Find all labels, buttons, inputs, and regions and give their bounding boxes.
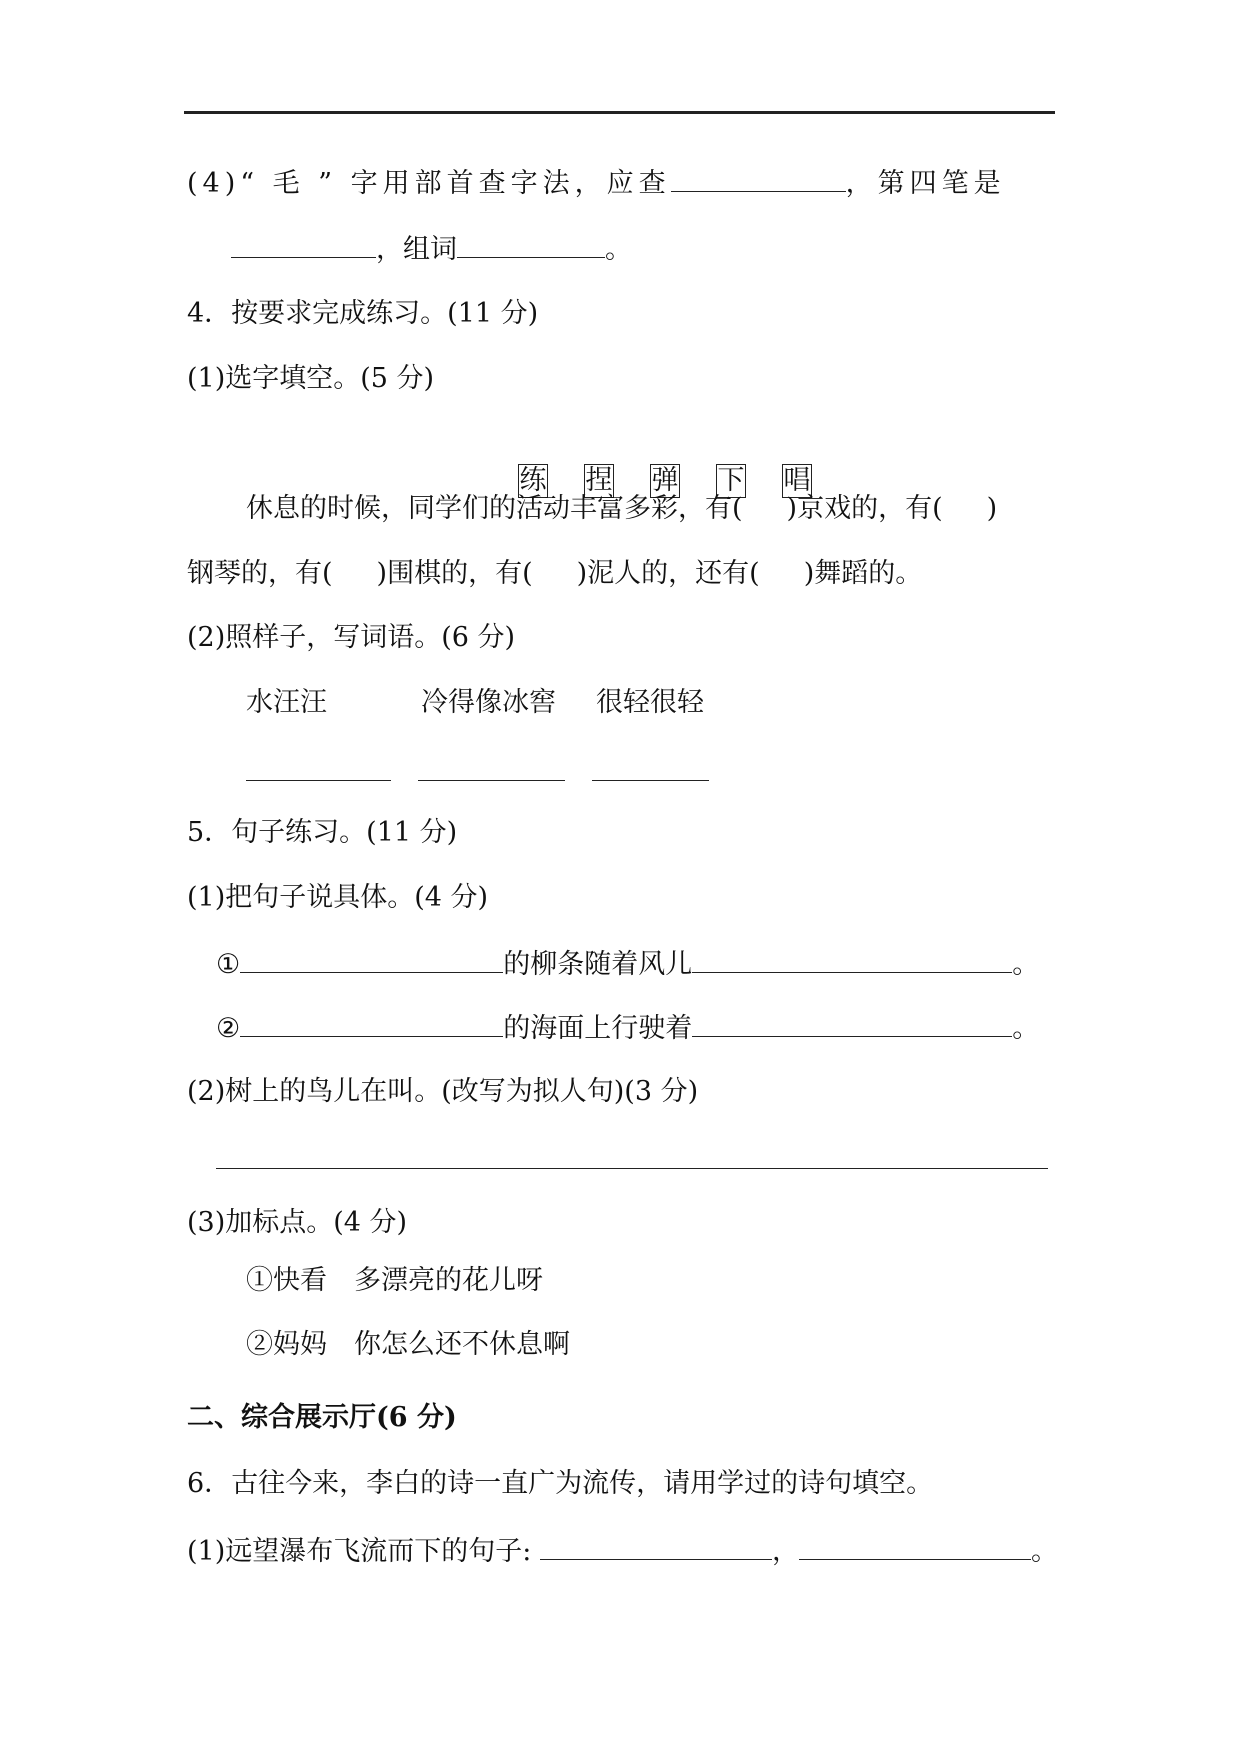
answer-blank[interactable]: [246, 754, 391, 781]
text: )舞蹈的。: [803, 558, 923, 589]
q3-4-line2: [231, 231, 632, 267]
q5-row1: [216, 946, 1039, 982]
answer-blank[interactable]: [457, 231, 605, 258]
text: )京戏的，有(: [786, 493, 943, 524]
answer-blank[interactable]: [231, 231, 376, 258]
q5-row2: [216, 1010, 1039, 1046]
q3-4-line1: [187, 165, 1006, 201]
fill-sentence-1: [246, 492, 997, 526]
q6-title: 6．古往今来，李白的诗一直广为流传，请用学过的诗句填空。: [187, 1468, 934, 1499]
answer-blank[interactable]: [240, 1010, 503, 1037]
word-blanks: [246, 754, 709, 790]
answer-blank[interactable]: [671, 165, 846, 192]
answer-blank[interactable]: [540, 1533, 772, 1560]
answer-blank[interactable]: [240, 946, 503, 973]
q6-part1: [187, 1533, 1058, 1569]
answer-blank[interactable]: [592, 754, 709, 781]
text: 。: [1030, 1536, 1058, 1567]
q4-title: 4．按要求完成练习。(11 分): [187, 298, 539, 329]
char-box: 下: [717, 465, 745, 496]
text: ①: [216, 949, 241, 980]
text: 。: [605, 234, 632, 265]
answer-blank[interactable]: [692, 946, 1012, 973]
text: 的柳条随着风儿: [503, 949, 693, 980]
q5-title: 5．句子练习。(11 分): [187, 817, 458, 848]
text: ，第四笔是: [845, 168, 1006, 199]
example-word: 水汪汪: [246, 687, 327, 718]
q5-part3: (3)加标点。(4 分): [187, 1207, 408, 1238]
text: 的海面上行驶着: [503, 1013, 693, 1044]
answer-line[interactable]: [216, 1168, 1048, 1169]
text: (1)远望瀑布飞流而下的句子:: [187, 1536, 532, 1567]
text: 钢琴的，有(: [187, 558, 333, 589]
char-box: 练: [519, 465, 547, 496]
text: 。: [1012, 1013, 1040, 1044]
text: )泥人的，还有(: [576, 558, 760, 589]
example-word: 很轻很轻: [596, 687, 704, 718]
char-choices: [500, 430, 830, 498]
punctuation-item: ②妈妈 你怎么还不休息啊: [246, 1329, 570, 1360]
section-heading: 二、综合展示厅(6 分): [187, 1402, 457, 1433]
answer-blank[interactable]: [692, 1010, 1012, 1037]
text: ): [986, 493, 998, 524]
fill-sentence-2: [187, 557, 922, 591]
text: ，: [771, 1536, 799, 1567]
char-box: 弹: [651, 465, 679, 496]
text: ②: [216, 1013, 241, 1044]
answer-blank[interactable]: [418, 754, 565, 781]
q4-part1: (1)选字填空。(5 分): [187, 363, 435, 394]
header-rule: [184, 111, 1055, 114]
text: )围棋的，有(: [376, 558, 533, 589]
example-word: 冷得像冰窖: [421, 687, 556, 718]
text: (4)“ 毛 ” 字用部首查字法，应查: [187, 168, 671, 199]
char-box: 唱: [783, 465, 811, 496]
q4-part2: (2)照样子，写词语。(6 分): [187, 622, 516, 653]
text: ，组词: [376, 234, 457, 265]
punctuation-item: ①快看 多漂亮的花儿呀: [246, 1265, 543, 1296]
text: 。: [1012, 949, 1040, 980]
char-box: 捏: [585, 465, 613, 496]
q5-part2: (2)树上的鸟儿在叫。(改写为拟人句)(3 分): [187, 1076, 699, 1107]
answer-blank[interactable]: [799, 1533, 1031, 1560]
text: 休息的时候，同学们的活动丰富多彩，有(: [246, 493, 743, 524]
q5-part1: (1)把句子说具体。(4 分): [187, 882, 489, 913]
